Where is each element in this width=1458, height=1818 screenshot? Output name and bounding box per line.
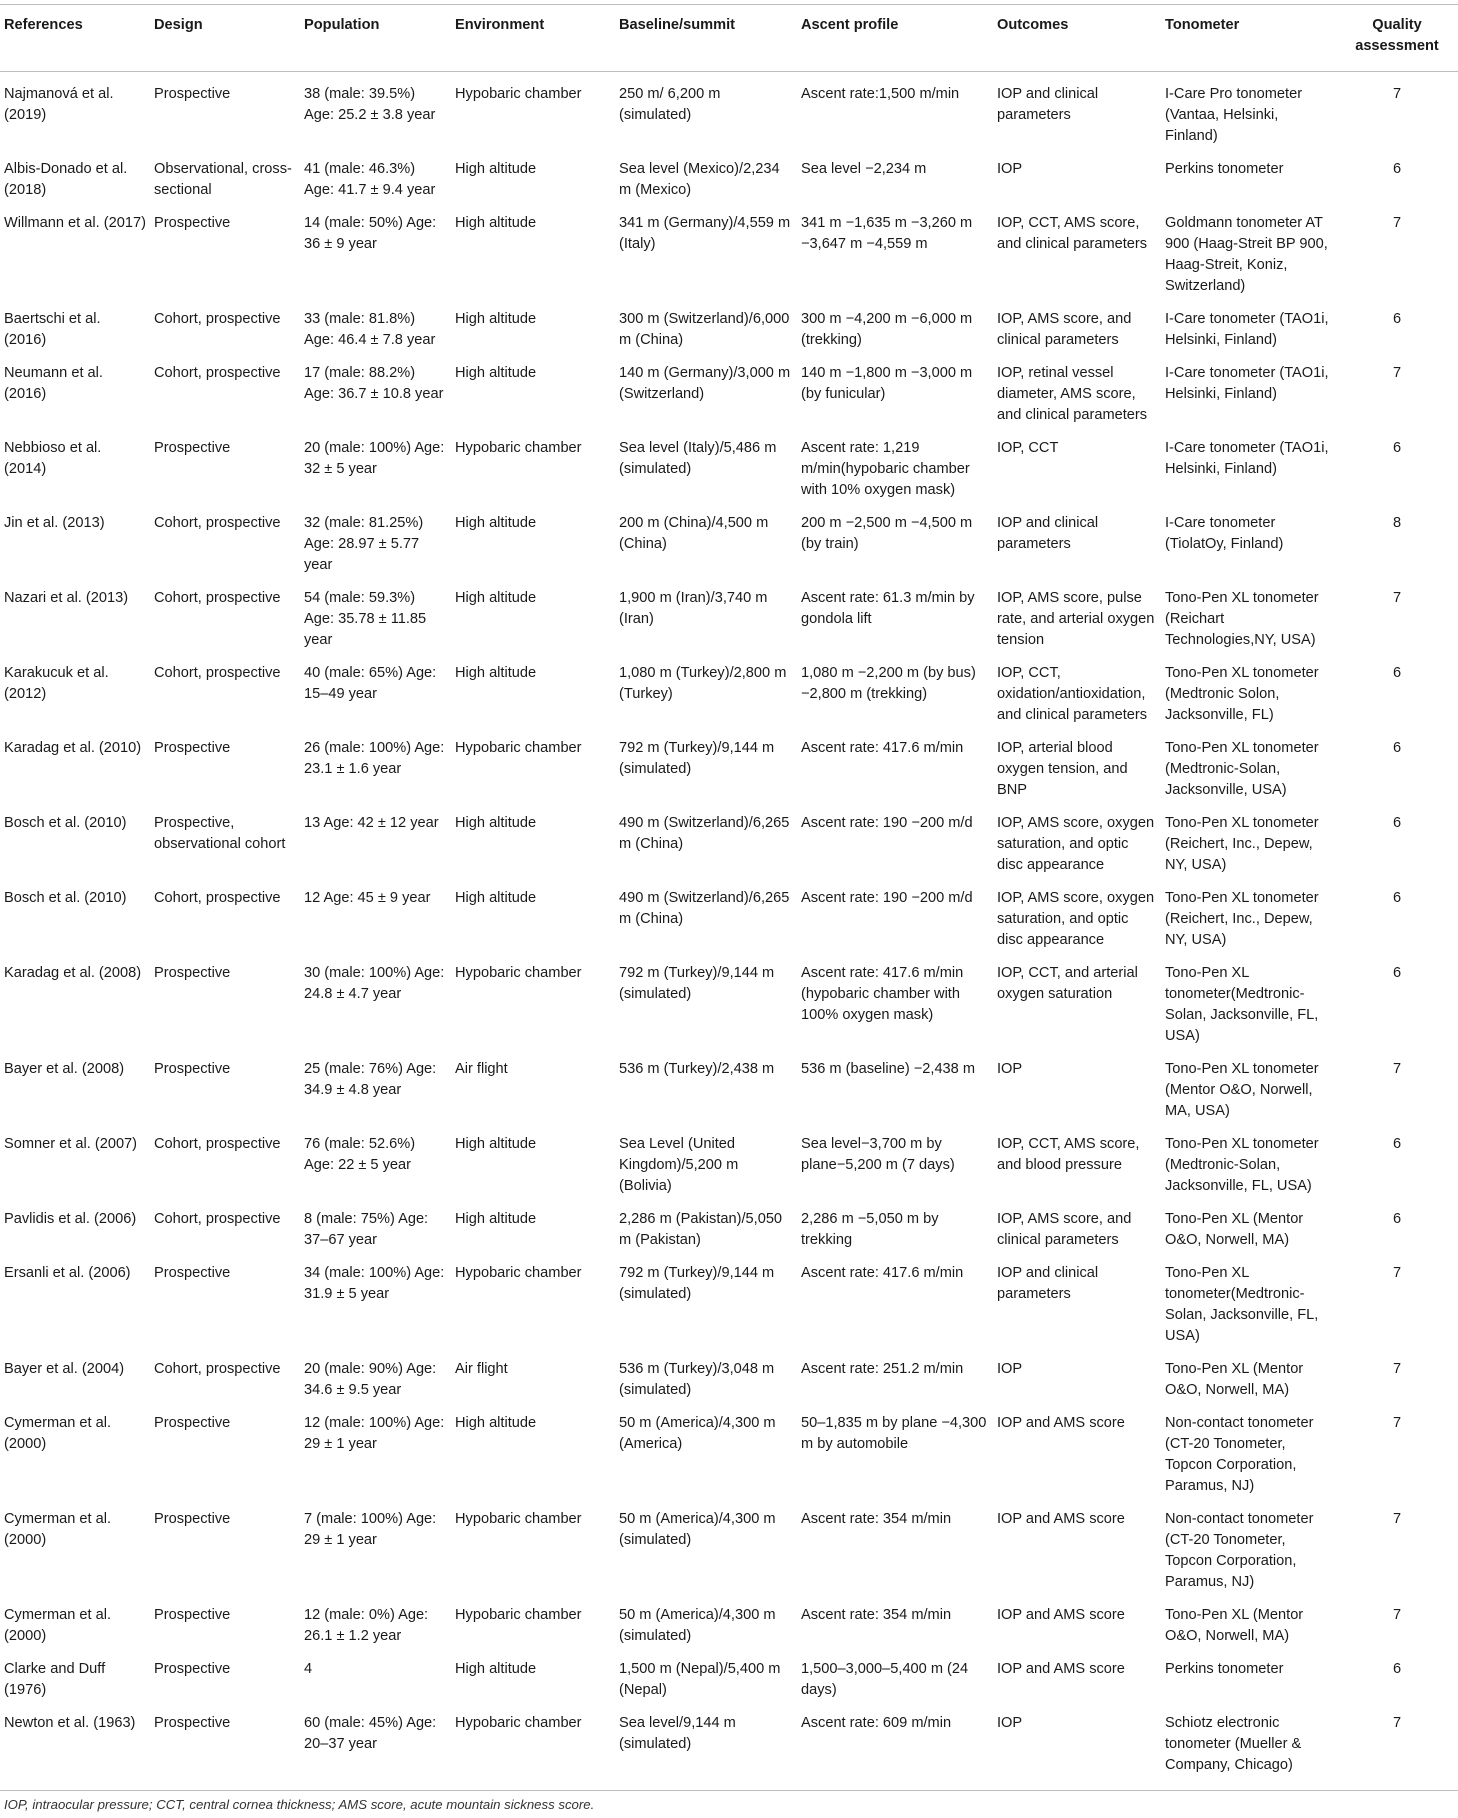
cell-outcomes: IOP, CCT: [997, 440, 1059, 456]
table-row: [0, 1500, 1458, 1596]
studies-table: [0, 4, 1458, 1791]
cell-quality-assessment: 6: [1392, 1211, 1402, 1227]
cell-environment: High altitude: [455, 311, 537, 327]
cell-environment: High altitude: [455, 890, 537, 906]
cell-design: Prospective: [154, 1265, 231, 1281]
cell-population: 41 (male: 46.3%) Age: 41.7 ± 9.4 year: [304, 161, 436, 198]
cell-outcomes: IOP, AMS score, pulse rate, and arterial oxygen tension: [997, 590, 1155, 648]
cell-references: Newton et al. (1963): [0, 1704, 150, 1791]
cell-tonometer: Tono-Pen XL tonometer (Reichert, Inc., Depew, NY, USA): [1165, 890, 1319, 948]
cell-environment: Air flight: [455, 1061, 508, 1077]
cell-environment: High altitude: [455, 590, 537, 606]
cell-outcomes: IOP: [997, 1061, 1023, 1077]
cell-quality-assessment: 6: [1392, 965, 1402, 981]
header-ascent-profile: Ascent profile: [797, 5, 993, 72]
header-population: Population: [300, 5, 451, 72]
header-row: [0, 5, 1458, 72]
cell-baseline-summit: Sea level (Mexico)/2,234 m (Mexico): [619, 161, 780, 198]
cell-population: 12 Age: 45 ± 9 year: [304, 890, 431, 906]
cell-ascent-profile: Ascent rate: 354 m/min: [801, 1607, 952, 1623]
table-row: [0, 429, 1458, 504]
table-row: [0, 300, 1458, 354]
cell-outcomes: IOP, CCT, AMS score, and clinical parameters: [997, 215, 1148, 252]
cell-tonometer: Non-contact tonometer (CT-20 Tonometer, Topcon Corporation, Paramus, NJ): [1165, 1511, 1314, 1590]
cell-population: 60 (male: 45%) Age: 20–37 year: [300, 1704, 451, 1791]
cell-population: 4: [304, 1661, 313, 1677]
cell-population: 14 (male: 50%) Age: 36 ± 9 year: [304, 215, 437, 252]
cell-outcomes: IOP and AMS score: [997, 1511, 1125, 1527]
table-row: [0, 72, 1458, 151]
cell-design: Cohort, prospective: [154, 1211, 281, 1227]
cell-quality-assessment: 7: [1392, 1511, 1402, 1527]
cell-baseline-summit: 50 m (America)/4,300 m (America): [619, 1415, 776, 1452]
cell-outcomes: IOP and clinical parameters: [997, 86, 1099, 123]
cell-environment: High altitude: [455, 365, 537, 381]
header-quality-assessment: Quality assessment: [1336, 5, 1458, 72]
cell-quality-assessment: 7: [1392, 86, 1402, 102]
cell-outcomes: IOP and AMS score: [997, 1607, 1125, 1623]
cell-design: Prospective: [150, 1704, 300, 1791]
cell-environment: Hypobaric chamber: [455, 965, 582, 981]
cell-ascent-profile: Ascent rate: 609 m/min: [797, 1704, 993, 1791]
cell-population: 32 (male: 81.25%) Age: 28.97 ± 5.77 year: [304, 515, 424, 573]
cell-design: Prospective, observational cohort: [154, 815, 286, 852]
cell-tonometer: Tono-Pen XL tonometer(Medtronic-Solan, Jacksonville, FL, USA): [1165, 965, 1319, 1044]
cell-quality-assessment: 6: [1392, 740, 1402, 756]
cell-ascent-profile: Ascent rate: 417.6 m/min (hypobaric chamber with 100% oxygen mask): [801, 965, 964, 1023]
cell-design: Prospective: [154, 440, 231, 456]
cell-environment: High altitude: [455, 665, 537, 681]
cell-quality-assessment: 7: [1392, 365, 1402, 381]
cell-baseline-summit: 490 m (Switzerland)/6,265 m (China): [619, 890, 790, 927]
cell-baseline-summit: 792 m (Turkey)/9,144 m (simulated): [619, 1265, 775, 1302]
cell-tonometer: Tono-Pen XL tonometer (Medtronic-Solan, Jacksonville, USA): [1165, 740, 1319, 798]
cell-references: Baertschi et al. (2016): [4, 311, 101, 348]
cell-ascent-profile: Ascent rate: 251.2 m/min: [801, 1361, 964, 1377]
cell-design: Cohort, prospective: [154, 890, 281, 906]
cell-environment: Hypobaric chamber: [455, 1265, 582, 1281]
cell-environment: Hypobaric chamber: [451, 1704, 615, 1791]
header-tonometer: Tonometer: [1161, 5, 1336, 72]
table-row: [0, 804, 1458, 879]
cell-outcomes: IOP: [997, 1361, 1023, 1377]
cell-ascent-profile: 200 m −2,500 m −4,500 m (by train): [801, 515, 973, 552]
cell-outcomes: IOP and AMS score: [997, 1661, 1125, 1677]
cell-baseline-summit: 1,500 m (Nepal)/5,400 m (Nepal): [619, 1661, 781, 1698]
cell-references: Karakucuk et al. (2012): [4, 665, 109, 702]
cell-references: Cymerman et al. (2000): [4, 1511, 112, 1548]
cell-tonometer: Non-contact tonometer (CT-20 Tonometer, Topcon Corporation, Paramus, NJ): [1165, 1415, 1314, 1494]
table-row: [0, 654, 1458, 729]
table-row: [0, 1200, 1458, 1254]
cell-references: Nebbioso et al. (2014): [4, 440, 102, 477]
cell-references: Albis-Donado et al. (2018): [4, 161, 128, 198]
table-row: [0, 1125, 1458, 1200]
cell-quality-assessment: 7: [1336, 1704, 1458, 1791]
cell-baseline-summit: 50 m (America)/4,300 m (simulated): [619, 1607, 776, 1644]
cell-baseline-summit: 792 m (Turkey)/9,144 m (simulated): [619, 965, 775, 1002]
cell-environment: Air flight: [455, 1361, 508, 1377]
cell-design: Cohort, prospective: [154, 365, 281, 381]
cell-baseline-summit: 792 m (Turkey)/9,144 m (simulated): [619, 740, 775, 777]
cell-environment: High altitude: [455, 1211, 537, 1227]
cell-tonometer: Goldmann tonometer AT 900 (Haag-Streit BP 900, Haag-Streit, Koniz, Switzerland): [1165, 215, 1328, 294]
cell-environment: Hypobaric chamber: [455, 440, 582, 456]
cell-design: Prospective: [154, 1607, 231, 1623]
cell-tonometer: Tono-Pen XL tonometer(Medtronic-Solan, Jacksonville, FL, USA): [1165, 1265, 1319, 1344]
cell-tonometer: Tono-Pen XL (Mentor O&O, Norwell, MA): [1165, 1607, 1304, 1644]
cell-outcomes: IOP, retinal vessel diameter, AMS score, and clinical parameters: [997, 365, 1148, 423]
cell-outcomes: IOP, CCT, AMS score, and blood pressure: [997, 1136, 1140, 1173]
table-row: [0, 354, 1458, 429]
cell-references: Somner et al. (2007): [4, 1136, 138, 1152]
cell-ascent-profile: Ascent rate: 354 m/min: [801, 1511, 952, 1527]
cell-baseline-summit: 490 m (Switzerland)/6,265 m (China): [619, 815, 790, 852]
cell-quality-assessment: 7: [1392, 590, 1402, 606]
cell-design: Observational, cross-sectional: [154, 161, 292, 198]
cell-baseline-summit: 300 m (Switzerland)/6,000 m (China): [619, 311, 790, 348]
cell-quality-assessment: 6: [1392, 815, 1402, 831]
cell-outcomes: IOP and clinical parameters: [997, 515, 1099, 552]
cell-baseline-summit: 250 m/ 6,200 m (simulated): [619, 86, 721, 123]
cell-tonometer: Tono-Pen XL tonometer (Mentor O&O, Norwell, MA, USA): [1165, 1061, 1319, 1119]
cell-population: 8 (male: 75%) Age: 37–67 year: [304, 1211, 429, 1248]
cell-quality-assessment: 7: [1392, 1265, 1402, 1281]
table-header: [0, 5, 1458, 72]
cell-environment: Hypobaric chamber: [455, 740, 582, 756]
cell-quality-assessment: 7: [1392, 215, 1402, 231]
cell-tonometer: Perkins tonometer: [1165, 161, 1284, 177]
cell-quality-assessment: 8: [1392, 515, 1402, 531]
cell-ascent-profile: 1,080 m −2,200 m (by bus) −2,800 m (trekking): [801, 665, 976, 702]
cell-tonometer: I-Care tonometer (TAO1i, Helsinki, Finland): [1165, 365, 1329, 402]
table-row: [0, 729, 1458, 804]
cell-outcomes: IOP: [997, 161, 1023, 177]
cell-quality-assessment: 6: [1392, 1136, 1402, 1152]
cell-outcomes: IOP, AMS score, and clinical parameters: [997, 1211, 1132, 1248]
cell-outcomes: IOP, arterial blood oxygen tension, and BNP: [997, 740, 1128, 798]
cell-baseline-summit: 341 m (Germany)/4,559 m (Italy): [619, 215, 791, 252]
cell-outcomes: IOP, AMS score, oxygen saturation, and optic disc appearance: [997, 890, 1155, 948]
header-baseline-summit: Baseline/summit: [615, 5, 797, 72]
cell-baseline-summit: 200 m (China)/4,500 m (China): [619, 515, 769, 552]
cell-tonometer: Perkins tonometer: [1165, 1661, 1284, 1677]
cell-population: 12 (male: 100%) Age: 29 ± 1 year: [304, 1415, 445, 1452]
cell-environment: High altitude: [455, 161, 537, 177]
cell-baseline-summit: Sea Level (United Kingdom)/5,200 m (Bolivia): [619, 1136, 739, 1194]
cell-population: 34 (male: 100%) Age: 31.9 ± 5 year: [304, 1265, 445, 1302]
cell-ascent-profile: 140 m −1,800 m −3,000 m (by funicular): [801, 365, 973, 402]
cell-tonometer: Tono-Pen XL tonometer (Medtronic-Solan, Jacksonville, FL, USA): [1165, 1136, 1319, 1194]
cell-references: Karadag et al. (2008): [4, 965, 142, 981]
cell-quality-assessment: 6: [1392, 890, 1402, 906]
cell-tonometer: Schiotz electronic tonometer (Mueller & Company, Chicago): [1161, 1704, 1336, 1791]
cell-quality-assessment: 7: [1392, 1061, 1402, 1077]
cell-quality-assessment: 7: [1392, 1361, 1402, 1377]
cell-tonometer: I-Care Pro tonometer (Vantaa, Helsinki, Finland): [1165, 86, 1303, 144]
cell-references: Najmanová et al. (2019): [4, 86, 114, 123]
cell-population: 30 (male: 100%) Age: 24.8 ± 4.7 year: [304, 965, 445, 1002]
cell-environment: Hypobaric chamber: [455, 1607, 582, 1623]
cell-ascent-profile: 50–1,835 m by plane −4,300 m by automobile: [801, 1415, 987, 1452]
cell-baseline-summit: 2,286 m (Pakistan)/5,050 m (Pakistan): [619, 1211, 783, 1248]
cell-ascent-profile: 2,286 m −5,050 m by trekking: [801, 1211, 939, 1248]
cell-references: Pavlidis et al. (2006): [4, 1211, 137, 1227]
cell-outcomes: IOP, AMS score, oxygen saturation, and optic disc appearance: [997, 815, 1155, 873]
cell-population: 13 Age: 42 ± 12 year: [304, 815, 439, 831]
cell-references: Cymerman et al. (2000): [4, 1415, 112, 1452]
cell-ascent-profile: 341 m −1,635 m −3,260 m −3,647 m −4,559 m: [801, 215, 973, 252]
table-row: [0, 879, 1458, 954]
cell-design: Cohort, prospective: [154, 665, 281, 681]
cell-environment: High altitude: [455, 1136, 537, 1152]
cell-quality-assessment: 6: [1392, 161, 1402, 177]
cell-tonometer: Tono-Pen XL tonometer (Medtronic Solon, Jacksonville, FL): [1165, 665, 1319, 723]
cell-ascent-profile: 536 m (baseline) −2,438 m: [801, 1061, 976, 1077]
table-row: [0, 1704, 1458, 1791]
cell-outcomes: IOP, CCT, and arterial oxygen saturation: [997, 965, 1138, 1002]
cell-outcomes: IOP and AMS score: [997, 1415, 1125, 1431]
cell-design: Cohort, prospective: [154, 1361, 281, 1377]
cell-design: Prospective: [154, 1415, 231, 1431]
cell-environment: Hypobaric chamber: [455, 1511, 582, 1527]
table-row: [0, 1650, 1458, 1704]
cell-population: 26 (male: 100%) Age: 23.1 ± 1.6 year: [304, 740, 445, 777]
cell-tonometer: I-Care tonometer (TAO1i, Helsinki, Finland): [1165, 311, 1329, 348]
cell-design: Cohort, prospective: [154, 590, 281, 606]
cell-population: 7 (male: 100%) Age: 29 ± 1 year: [304, 1511, 437, 1548]
cell-design: Prospective: [154, 965, 231, 981]
cell-environment: High altitude: [455, 815, 537, 831]
cell-design: Cohort, prospective: [154, 311, 281, 327]
cell-references: Jin et al. (2013): [4, 515, 105, 531]
cell-population: 25 (male: 76%) Age: 34.9 ± 4.8 year: [304, 1061, 437, 1098]
cell-ascent-profile: Ascent rate:1,500 m/min: [801, 86, 960, 102]
cell-environment: High altitude: [455, 215, 537, 231]
cell-references: Bayer et al. (2008): [4, 1061, 125, 1077]
cell-references: Cymerman et al. (2000): [4, 1607, 112, 1644]
cell-quality-assessment: 6: [1392, 1661, 1402, 1677]
cell-references: Bosch et al. (2010): [4, 815, 127, 831]
cell-baseline-summit: 1,900 m (Iran)/3,740 m (Iran): [619, 590, 768, 627]
table-row: [0, 1254, 1458, 1350]
cell-design: Prospective: [154, 1661, 231, 1677]
cell-population: 12 (male: 0%) Age: 26.1 ± 1.2 year: [304, 1607, 429, 1644]
cell-design: Prospective: [154, 1511, 231, 1527]
cell-population: 54 (male: 59.3%) Age: 35.78 ± 11.85 year: [304, 590, 427, 648]
cell-ascent-profile: 1,500–3,000–5,400 m (24 days): [801, 1661, 969, 1698]
cell-quality-assessment: 7: [1392, 1415, 1402, 1431]
table-row: [0, 1404, 1458, 1500]
cell-ascent-profile: Ascent rate: 417.6 m/min: [801, 1265, 964, 1281]
cell-population: 20 (male: 100%) Age: 32 ± 5 year: [304, 440, 445, 477]
cell-quality-assessment: 6: [1392, 311, 1402, 327]
cell-population: 20 (male: 90%) Age: 34.6 ± 9.5 year: [304, 1361, 437, 1398]
cell-baseline-summit: 536 m (Turkey)/3,048 m (simulated): [619, 1361, 775, 1398]
header-references: References: [0, 5, 150, 72]
cell-design: Cohort, prospective: [154, 515, 281, 531]
cell-tonometer: I-Care tonometer (TAO1i, Helsinki, Finland): [1165, 440, 1329, 477]
cell-environment: High altitude: [455, 1415, 537, 1431]
cell-quality-assessment: 7: [1392, 1607, 1402, 1623]
cell-ascent-profile: Sea level −2,234 m: [801, 161, 927, 177]
cell-references: Karadag et al. (2010): [4, 740, 142, 756]
table-row: [0, 1596, 1458, 1650]
header-design: Design: [150, 5, 300, 72]
cell-baseline-summit: 140 m (Germany)/3,000 m (Switzerland): [619, 365, 791, 402]
cell-references: Clarke and Duff (1976): [4, 1661, 106, 1698]
cell-design: Prospective: [154, 86, 231, 102]
cell-outcomes: IOP, AMS score, and clinical parameters: [997, 311, 1132, 348]
cell-references: Bosch et al. (2010): [4, 890, 127, 906]
cell-ascent-profile: Ascent rate: 61.3 m/min by gondola lift: [801, 590, 975, 627]
table-footnote: IOP, intraocular pressure; CCT, central cornea thickness; AMS score, acute mountain sickness score.: [4, 1797, 595, 1812]
cell-baseline-summit: 536 m (Turkey)/2,438 m: [619, 1061, 775, 1077]
cell-population: 38 (male: 39.5%) Age: 25.2 ± 3.8 year: [304, 86, 436, 123]
cell-quality-assessment: 6: [1392, 440, 1402, 456]
cell-outcomes: IOP, CCT, oxidation/antioxidation, and clinical parameters: [997, 665, 1148, 723]
cell-design: Prospective: [154, 740, 231, 756]
cell-population: 33 (male: 81.8%) Age: 46.4 ± 7.8 year: [304, 311, 436, 348]
cell-references: Willmann et al. (2017): [4, 215, 146, 231]
cell-ascent-profile: Ascent rate: 190 −200 m/d: [801, 815, 973, 831]
table-row: [0, 150, 1458, 204]
cell-baseline-summit: 1,080 m (Turkey)/2,800 m (Turkey): [619, 665, 787, 702]
cell-ascent-profile: Ascent rate: 1,219 m/min(hypobaric chamber with 10% oxygen mask): [801, 440, 970, 498]
cell-baseline-summit: Sea level (Italy)/5,486 m (simulated): [619, 440, 777, 477]
table-row: [0, 579, 1458, 654]
cell-baseline-summit: 50 m (America)/4,300 m (simulated): [619, 1511, 776, 1548]
table-row: [0, 1350, 1458, 1404]
cell-ascent-profile: Sea level−3,700 m by plane−5,200 m (7 days): [801, 1136, 955, 1173]
cell-tonometer: Tono-Pen XL tonometer (Reichert, Inc., Depew, NY, USA): [1165, 815, 1319, 873]
header-environment: Environment: [451, 5, 615, 72]
cell-tonometer: Tono-Pen XL tonometer (Reichart Technologies,NY, USA): [1165, 590, 1319, 648]
cell-ascent-profile: Ascent rate: 190 −200 m/d: [801, 890, 973, 906]
cell-environment: High altitude: [455, 515, 537, 531]
cell-environment: High altitude: [455, 1661, 537, 1677]
cell-design: Prospective: [154, 1061, 231, 1077]
cell-environment: Hypobaric chamber: [455, 86, 582, 102]
cell-design: Prospective: [154, 215, 231, 231]
cell-outcomes: IOP and clinical parameters: [997, 1265, 1099, 1302]
header-outcomes: Outcomes: [993, 5, 1161, 72]
cell-references: Neumann et al. (2016): [4, 365, 103, 402]
table-row: [0, 1050, 1458, 1125]
cell-references: Nazari et al. (2013): [4, 590, 129, 606]
cell-design: Cohort, prospective: [154, 1136, 281, 1152]
cell-population: 17 (male: 88.2%) Age: 36.7 ± 10.8 year: [304, 365, 444, 402]
table-body: [0, 72, 1458, 1791]
cell-population: 40 (male: 65%) Age: 15–49 year: [304, 665, 437, 702]
table-row: [0, 504, 1458, 579]
cell-ascent-profile: 300 m −4,200 m −6,000 m (trekking): [801, 311, 973, 348]
table-row: [0, 204, 1458, 300]
cell-references: Bayer et al. (2004): [4, 1361, 125, 1377]
cell-ascent-profile: Ascent rate: 417.6 m/min: [801, 740, 964, 756]
cell-references: Ersanli et al. (2006): [4, 1265, 131, 1281]
cell-baseline-summit: Sea level/9,144 m (simulated): [615, 1704, 797, 1791]
cell-tonometer: Tono-Pen XL (Mentor O&O, Norwell, MA): [1165, 1361, 1304, 1398]
table-row: [0, 954, 1458, 1050]
cell-outcomes: IOP: [993, 1704, 1161, 1791]
cell-tonometer: Tono-Pen XL (Mentor O&O, Norwell, MA): [1165, 1211, 1304, 1248]
cell-quality-assessment: 6: [1392, 665, 1402, 681]
cell-tonometer: I-Care tonometer (TiolatOy, Finland): [1165, 515, 1284, 552]
cell-population: 76 (male: 52.6%) Age: 22 ± 5 year: [304, 1136, 416, 1173]
